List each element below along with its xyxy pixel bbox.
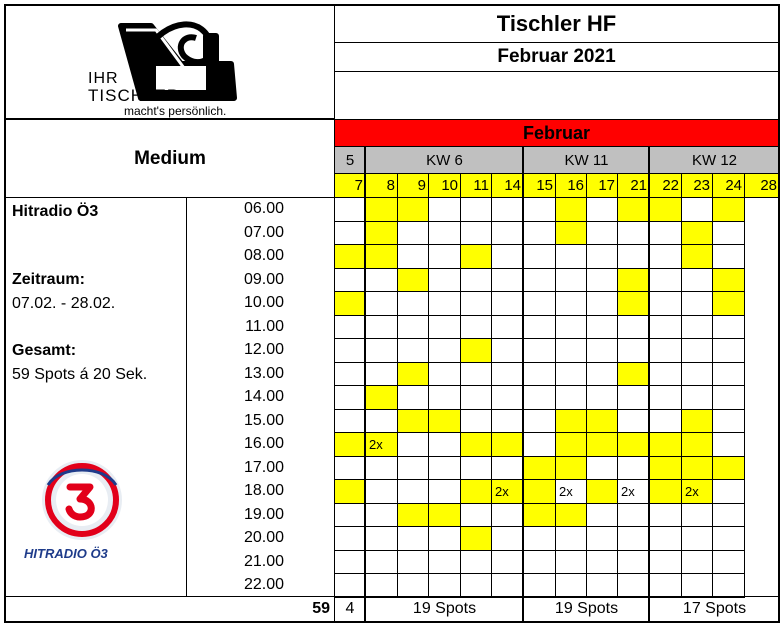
empty-cell [334,268,366,292]
empty-cell [555,550,587,574]
spot-cell [334,432,366,457]
empty-cell [712,362,745,386]
time-slot-label: 06.00 [243,200,284,217]
empty-cell [555,291,587,316]
empty-cell [617,526,650,551]
spot-cell [712,268,745,292]
empty-cell [460,197,492,222]
empty-cell [523,197,556,222]
empty-cell [397,315,429,339]
empty-cell [617,244,650,269]
empty-cell [523,550,556,574]
spot-cell [649,456,682,480]
time-slot-label: 14.00 [243,388,284,405]
day-number: 23 [681,173,713,198]
empty-cell [649,315,682,339]
empty-cell [491,526,524,551]
empty-cell [712,409,745,433]
time-slot-label: 09.00 [243,271,284,288]
time-slot-label: 07.00 [243,224,284,241]
time-slot-label: 10.00 [243,294,284,311]
empty-cell [491,338,524,363]
empty-cell [428,573,461,598]
empty-cell [712,315,745,339]
empty-cell [491,268,524,292]
spot-cell [586,432,618,457]
empty-cell [397,432,429,457]
time-slot-label: 16.00 [243,435,284,452]
day-number: 15 [523,173,556,198]
empty-cell [491,362,524,386]
empty-cell [681,362,713,386]
empty-cell [523,291,556,316]
week-header: KW 11 [523,146,650,174]
spot-cell [555,432,587,457]
empty-cell [397,291,429,316]
empty-cell [460,503,492,527]
day-number: 14 [491,173,524,198]
empty-cell [712,503,745,527]
spot-cell [460,479,492,504]
empty-cell [681,315,713,339]
week-header: 5 [334,146,366,174]
spot-cell [712,291,745,316]
empty-cell [365,479,398,504]
empty-cell [491,573,524,598]
empty-cell [523,526,556,551]
hitradio-logo-text: HITRADIO Ö3 [24,546,108,561]
empty-cell [681,526,713,551]
spot-cell [649,479,682,504]
spot-count-label: 2x [495,484,509,499]
empty-cell [491,385,524,410]
empty-cell [649,244,682,269]
empty-cell [523,221,556,245]
empty-cell [712,479,745,504]
spot-cell [617,362,650,386]
day-number: 22 [649,173,682,198]
empty-cell [428,315,461,339]
empty-cell [365,456,398,480]
empty-cell [586,221,618,245]
empty-cell [617,550,650,574]
station-name: Hitradio Ö3 [12,203,99,220]
empty-cell [523,338,556,363]
empty-cell [428,385,461,410]
empty-cell [681,385,713,410]
time-slot-label: 20.00 [243,529,284,546]
empty-cell [617,479,650,504]
empty-cell [712,385,745,410]
empty-cell [523,409,556,433]
empty-cell [649,526,682,551]
empty-cell [681,503,713,527]
empty-cell [460,268,492,292]
empty-cell [334,409,366,433]
empty-cell [460,362,492,386]
day-number: 21 [617,173,650,198]
empty-cell [586,244,618,269]
week-separator [522,146,524,622]
empty-cell [617,221,650,245]
empty-cell [397,456,429,480]
empty-cell [555,385,587,410]
empty-cell [428,456,461,480]
spot-cell [586,479,618,504]
empty-cell [428,479,461,504]
spot-cell [681,432,713,457]
empty-cell [586,526,618,551]
empty-cell [491,244,524,269]
time-slot-label: 17.00 [243,459,284,476]
empty-cell [649,409,682,433]
empty-cell [334,526,366,551]
spot-cell [428,503,461,527]
empty-cell [649,268,682,292]
spot-cell [334,244,366,269]
spot-cell [365,221,398,245]
time-slot-label: 18.00 [243,482,284,499]
spot-cell [617,268,650,292]
week-separator [364,146,366,622]
day-number: 8 [365,173,398,198]
spot-cell [555,456,587,480]
empty-cell [681,268,713,292]
empty-cell [365,550,398,574]
empty-cell [523,432,556,457]
empty-cell [681,291,713,316]
week-total: 4 [334,596,366,622]
spot-cell [681,244,713,269]
empty-cell [586,362,618,386]
empty-cell [428,362,461,386]
overall-total: 59 [5,596,335,622]
empty-cell [365,526,398,551]
time-slot-label: 22.00 [243,576,284,593]
empty-cell [334,338,366,363]
empty-cell [428,221,461,245]
spot-cell [491,432,524,457]
week-header: KW 12 [649,146,780,174]
empty-cell [428,550,461,574]
empty-cell [555,526,587,551]
empty-cell [365,409,398,433]
empty-cell [397,221,429,245]
empty-cell [460,221,492,245]
spot-cell [681,221,713,245]
empty-cell [365,315,398,339]
empty-cell [555,573,587,598]
spot-cell [397,503,429,527]
empty-cell [712,432,745,457]
spot-cell [617,291,650,316]
day-number: 16 [555,173,587,198]
empty-cell [649,573,682,598]
spot-cell [523,503,556,527]
spot-cell [365,385,398,410]
empty-cell [428,526,461,551]
spot-cell [712,197,745,222]
day-number: 17 [586,173,618,198]
spot-cell [460,526,492,551]
empty-cell [555,244,587,269]
empty-cell [491,315,524,339]
empty-cell [365,362,398,386]
empty-cell [460,456,492,480]
empty-cell [586,268,618,292]
empty-cell [555,338,587,363]
empty-cell [460,409,492,433]
empty-cell [617,338,650,363]
empty-cell [523,244,556,269]
spot-cell [365,244,398,269]
week-total: 17 Spots [649,596,780,622]
period-label: Zeitraum: [12,271,85,288]
day-number: 11 [460,173,492,198]
hitradio-logo-icon [30,455,140,545]
empty-cell [649,362,682,386]
spot-cell [649,197,682,222]
empty-cell [491,503,524,527]
time-slot-label: 13.00 [243,365,284,382]
empty-cell [617,385,650,410]
empty-cell [397,338,429,363]
empty-cell [523,315,556,339]
empty-cell [681,550,713,574]
spot-cell [555,409,587,433]
empty-cell [334,362,366,386]
spot-cell [555,197,587,222]
empty-cell [586,291,618,316]
spot-count-label: 2x [559,484,573,499]
empty-cell [365,573,398,598]
empty-cell [460,385,492,410]
total-value: 59 Spots á 20 Sek. [12,366,148,383]
medium-header: Medium [5,119,335,198]
spot-cell [397,409,429,433]
empty-cell [428,338,461,363]
spot-cell [555,503,587,527]
empty-cell [649,291,682,316]
empty-cell [617,573,650,598]
spot-cell [365,197,398,222]
empty-cell [428,432,461,457]
day-number: 7 [334,173,366,198]
spot-cell [681,479,713,504]
time-slot-label: 08.00 [243,247,284,264]
empty-cell [491,409,524,433]
empty-cell [460,573,492,598]
campaign-period: Februar 2021 [334,42,779,72]
empty-cell [365,338,398,363]
logo-box [5,5,335,119]
empty-cell [649,385,682,410]
empty-cell [586,573,618,598]
spot-count-label: 2x [621,484,635,499]
spot-cell [555,221,587,245]
spot-cell [681,456,713,480]
empty-cell [586,315,618,339]
empty-cell [334,456,366,480]
empty-cell [617,315,650,339]
empty-cell [617,503,650,527]
empty-cell [555,362,587,386]
week-total: 19 Spots [365,596,524,622]
spot-cell [649,432,682,457]
time-slot-label: 12.00 [243,341,284,358]
blank-header-cell [334,71,779,120]
empty-cell [712,244,745,269]
empty-cell [334,197,366,222]
empty-cell [334,315,366,339]
empty-cell [649,338,682,363]
empty-cell [649,550,682,574]
spot-count-label: 2x [685,484,699,499]
empty-cell [491,197,524,222]
empty-cell [586,503,618,527]
empty-cell [397,479,429,504]
empty-cell [523,362,556,386]
spot-cell [523,456,556,480]
logo-tischler: TISCHLER [88,86,181,105]
total-label: Gesamt: [12,342,77,359]
empty-cell [491,291,524,316]
empty-cell [397,573,429,598]
day-number: 10 [428,173,461,198]
empty-cell [681,338,713,363]
spot-cell [428,409,461,433]
empty-cell [586,550,618,574]
empty-cell [712,573,745,598]
time-slot-label: 11.00 [245,318,284,335]
empty-cell [428,268,461,292]
empty-cell [334,573,366,598]
empty-cell [334,503,366,527]
empty-cell [712,526,745,551]
spot-cell [460,432,492,457]
spot-cell [523,479,556,504]
empty-cell [428,244,461,269]
spot-cell [334,291,366,316]
month-bar: Februar [334,119,779,147]
spot-cell [681,409,713,433]
empty-cell [460,315,492,339]
time-slot-label: 19.00 [243,506,284,523]
spot-cell [617,197,650,222]
empty-cell [555,315,587,339]
spot-cell [365,432,398,457]
empty-cell [681,573,713,598]
spot-cell [397,268,429,292]
empty-cell [649,221,682,245]
empty-cell [681,197,713,222]
empty-cell [365,291,398,316]
client-title: Tischler HF [334,5,779,43]
empty-cell [586,456,618,480]
spot-cell [712,456,745,480]
period-value: 07.02. - 28.02. [12,295,116,312]
time-slot-label: 15.00 [243,412,284,429]
spot-cell [491,479,524,504]
empty-cell [555,268,587,292]
week-total: 19 Spots [523,596,650,622]
empty-cell [523,385,556,410]
empty-cell [428,197,461,222]
empty-cell [649,503,682,527]
spot-cell [334,479,366,504]
spot-cell [586,409,618,433]
empty-cell [491,221,524,245]
week-header: KW 6 [365,146,524,174]
empty-cell [365,503,398,527]
empty-cell [617,409,650,433]
empty-cell [334,385,366,410]
empty-cell [397,526,429,551]
empty-cell [334,221,366,245]
empty-cell [712,221,745,245]
empty-cell [523,573,556,598]
empty-cell [491,550,524,574]
empty-cell [617,456,650,480]
empty-cell [397,550,429,574]
spot-cell [617,432,650,457]
spot-cell [460,244,492,269]
empty-cell [555,479,587,504]
empty-cell [428,291,461,316]
empty-cell [397,244,429,269]
spot-cell [397,197,429,222]
empty-cell [460,291,492,316]
day-number: 24 [712,173,745,198]
empty-cell [586,197,618,222]
day-number: 9 [397,173,429,198]
week-separator [648,146,650,622]
spot-count-label: 2x [369,437,383,452]
empty-cell [365,268,398,292]
empty-cell [586,385,618,410]
empty-cell [712,550,745,574]
time-slot-label: 21.00 [243,553,284,570]
empty-cell [397,385,429,410]
empty-cell [491,456,524,480]
spot-cell [397,362,429,386]
day-number: 28 [744,173,780,198]
empty-cell [523,268,556,292]
empty-cell [460,550,492,574]
empty-cell [586,338,618,363]
spot-cell [460,338,492,363]
logo-tagline: macht's persönlich. [124,104,227,118]
empty-cell [334,550,366,574]
logo-ihr: IHR [88,70,119,87]
empty-cell [712,338,745,363]
